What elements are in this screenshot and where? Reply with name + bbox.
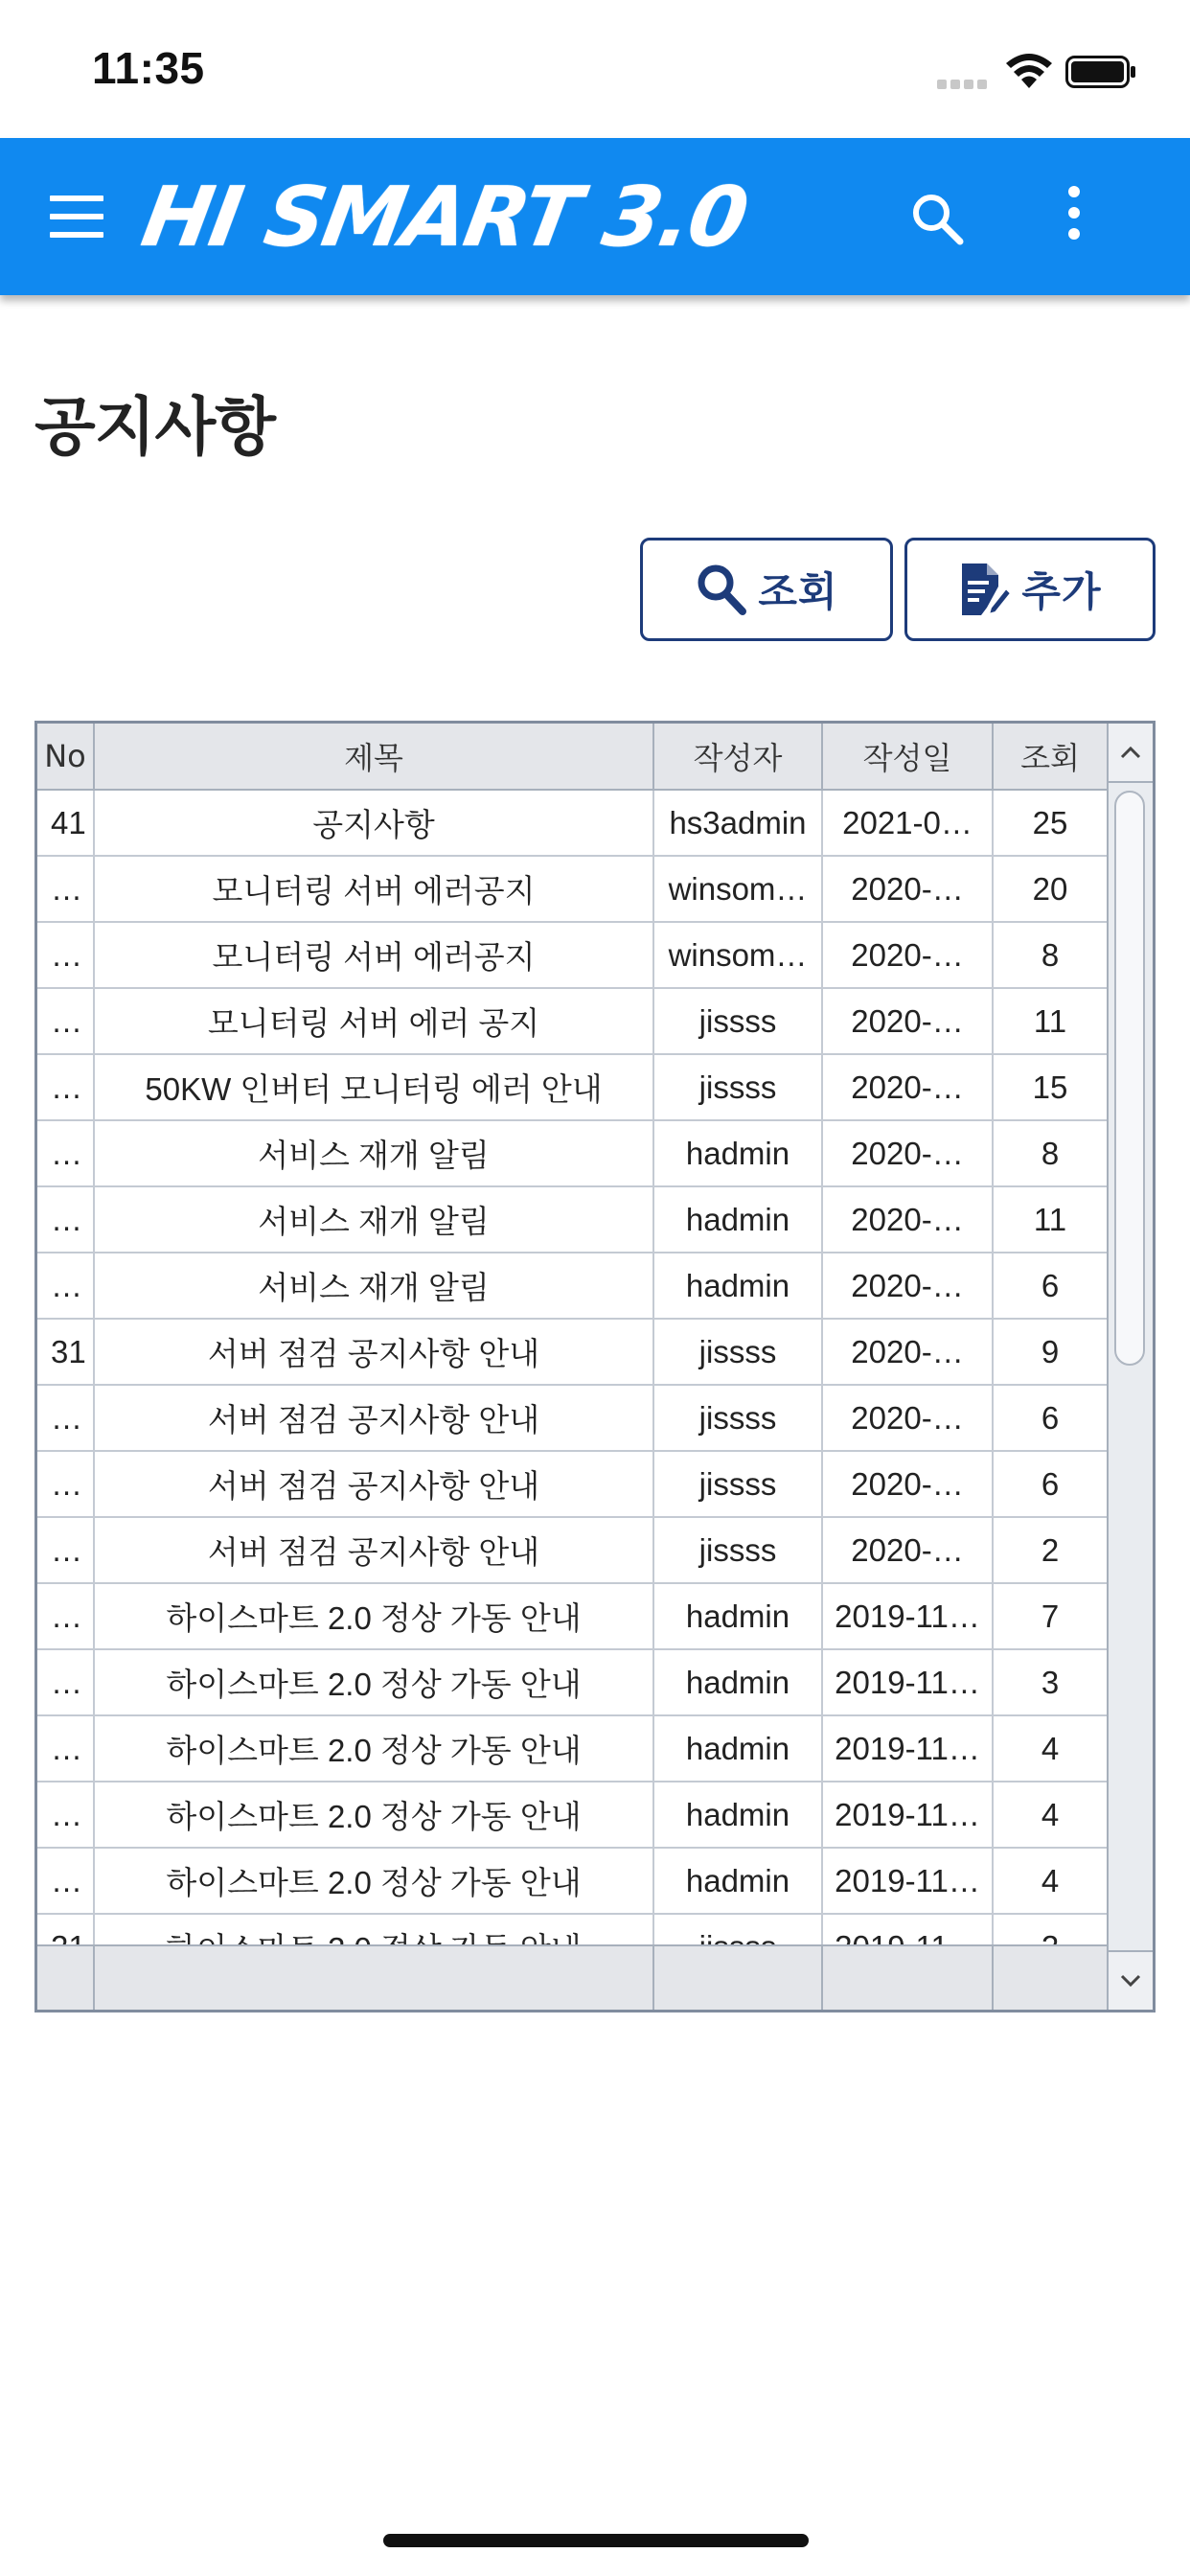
cell-no: … — [37, 1518, 95, 1582]
cell-author: hadmin — [654, 1584, 823, 1648]
cell-author: hadmin — [654, 1782, 823, 1847]
table-row[interactable] — [37, 1452, 1107, 1518]
cell-title: 하이스마트 2.0 정상 가동 안내 — [95, 1650, 654, 1714]
cell-date: 2020-… — [823, 1518, 994, 1582]
cell-no: … — [37, 1716, 95, 1781]
table-row[interactable] — [37, 857, 1107, 923]
hamburger-menu-icon[interactable] — [50, 196, 111, 240]
home-indicator — [383, 2534, 809, 2547]
column-header-author[interactable]: 작성자 — [654, 724, 823, 789]
cell-author: hadmin — [654, 1187, 823, 1252]
wifi-icon — [1004, 52, 1054, 90]
cell-views: 4 — [1041, 1862, 1060, 1898]
cell-date: 2020-… — [823, 1187, 994, 1252]
cell-views: 3 — [1041, 1664, 1060, 1700]
cell-no: … — [37, 857, 95, 921]
cell-views: 25 — [1032, 804, 1068, 840]
cell-date: 2020-… — [823, 857, 994, 921]
cell-author: jissss — [654, 1055, 823, 1119]
cell-date: 2019-11… — [823, 1716, 994, 1781]
search-button-label: 조회 — [758, 568, 838, 615]
footer-cell — [994, 1946, 1107, 2010]
cell-date: 2020-… — [823, 1386, 994, 1450]
more-vertical-icon[interactable] — [1060, 186, 1088, 247]
cell-views: 6 — [1041, 1267, 1060, 1303]
column-header-views[interactable]: 조회 — [1020, 740, 1080, 776]
cell-views: 2 — [1041, 1531, 1060, 1568]
battery-icon — [1065, 56, 1136, 88]
add-button-label: 추가 — [1021, 568, 1102, 615]
cell-date: 2020-… — [823, 1254, 994, 1318]
magnifier-icon — [695, 560, 748, 619]
footer-cell — [37, 1946, 95, 2010]
scroll-track[interactable] — [1109, 785, 1153, 1948]
app-bar — [0, 138, 1190, 295]
cell-author: winsom… — [654, 923, 823, 987]
cell-author: hadmin — [654, 1650, 823, 1714]
cell-views: 6 — [1041, 1399, 1060, 1436]
cell-title: 공지사항 — [95, 791, 654, 855]
cell-title: 하이스마트 2.0 정상 가동 안내 — [95, 1782, 654, 1847]
cell-no: … — [37, 1782, 95, 1847]
brand-logo: HI SMART 3.0 — [135, 170, 754, 265]
cell-no: … — [37, 1849, 95, 1913]
cell-no: 41 — [37, 791, 95, 855]
cell-no: … — [37, 923, 95, 987]
cellular-signal-icon — [937, 75, 991, 93]
cell-views: 6 — [1041, 1465, 1060, 1502]
cell-title: 서버 점검 공지사항 안내 — [95, 1386, 654, 1450]
cell-views: 9 — [1041, 1333, 1060, 1369]
search-icon[interactable] — [908, 190, 966, 247]
cell-date: 2021-0… — [823, 791, 994, 855]
table-row[interactable] — [37, 1716, 1107, 1782]
cell-views: 4 — [1041, 1730, 1060, 1766]
cell-title: 서비스 재개 알림 — [95, 1254, 654, 1318]
cell-no: … — [37, 1650, 95, 1714]
cell-date: 2020-… — [823, 1121, 994, 1185]
cell-author: hadmin — [654, 1849, 823, 1913]
table-row[interactable] — [37, 1187, 1107, 1254]
table-row[interactable] — [37, 1254, 1107, 1320]
footer-cell — [95, 1946, 654, 2010]
cell-author: jissss — [654, 1386, 823, 1450]
cell-title: 서비스 재개 알림 — [95, 1121, 654, 1185]
table-row[interactable] — [37, 1650, 1107, 1716]
table-row[interactable] — [37, 1584, 1107, 1650]
chevron-up-icon — [1119, 745, 1142, 760]
cell-date: 2020-… — [823, 989, 994, 1053]
cell-title: 하이스마트 2.0 정상 가동 안내 — [95, 1849, 654, 1913]
table-row[interactable] — [37, 1518, 1107, 1584]
table-row[interactable] — [37, 989, 1107, 1055]
cell-author: hadmin — [654, 1121, 823, 1185]
chevron-down-icon — [1119, 1973, 1142, 1989]
cell-date: 2019-11… — [823, 1782, 994, 1847]
table-row[interactable] — [37, 1782, 1107, 1849]
cell-no: … — [37, 989, 95, 1053]
vertical-scrollbar[interactable] — [1107, 724, 1153, 2010]
column-header-date[interactable]: 작성일 — [823, 724, 994, 789]
table-row[interactable] — [37, 791, 1107, 857]
page-title: 공지사항 — [34, 390, 276, 464]
cell-no: 31 — [37, 1320, 95, 1384]
cell-author: jissss — [654, 1518, 823, 1582]
cell-date: 2020-… — [823, 1452, 994, 1516]
cell-date: 2020-… — [823, 1320, 994, 1384]
cell-author: jissss — [654, 989, 823, 1053]
cell-views: 7 — [1041, 1598, 1060, 1634]
notice-grid — [34, 721, 1156, 2012]
cell-no: … — [37, 1452, 95, 1516]
cell-title: 하이스마트 2.0 정상 가동 안내 — [95, 1716, 654, 1781]
scroll-up-button[interactable] — [1109, 724, 1153, 783]
cell-views: 11 — [1033, 1002, 1067, 1039]
cell-author: hs3admin — [654, 791, 823, 855]
add-button[interactable] — [904, 538, 1156, 641]
column-header-no[interactable]: No — [37, 724, 95, 789]
cell-no: … — [37, 1386, 95, 1450]
table-row[interactable] — [37, 1121, 1107, 1187]
grid-body — [37, 791, 1107, 1948]
cell-author: winsom… — [654, 857, 823, 921]
cell-date: 2019-11… — [823, 1849, 994, 1913]
cell-title: 서버 점검 공지사항 안내 — [95, 1518, 654, 1582]
cell-views: 11 — [1033, 1201, 1067, 1237]
table-row[interactable] — [37, 1386, 1107, 1452]
search-button[interactable] — [640, 538, 893, 641]
cell-views: 20 — [1032, 870, 1068, 907]
grid-footer — [37, 1944, 1107, 2010]
cell-author: hadmin — [654, 1254, 823, 1318]
cell-title: 모니터링 서버 에러공지 — [95, 923, 654, 987]
cell-title: 모니터링 서버 에러 공지 — [95, 989, 654, 1053]
scroll-thumb[interactable] — [1114, 791, 1145, 1366]
cell-no: … — [37, 1055, 95, 1119]
cell-title: 하이스마트 2.0 정상 가동 안내 — [95, 1584, 654, 1648]
cell-views: 15 — [1032, 1069, 1068, 1105]
cell-author: jissss — [654, 1320, 823, 1384]
table-row[interactable] — [37, 1849, 1107, 1915]
cell-no: … — [37, 1187, 95, 1252]
cell-date: 2019-11… — [823, 1650, 994, 1714]
cell-views: 8 — [1041, 936, 1060, 973]
cell-date: 2019-11… — [823, 1584, 994, 1648]
cell-date: 2020-… — [823, 923, 994, 987]
document-edit-icon — [958, 560, 1012, 619]
cell-title: 서버 점검 공지사항 안내 — [95, 1320, 654, 1384]
cell-author: jissss — [654, 1452, 823, 1516]
scroll-down-button[interactable] — [1109, 1950, 1153, 2010]
table-row[interactable] — [37, 1055, 1107, 1121]
cell-date: 2020-… — [823, 1055, 994, 1119]
status-bar — [0, 0, 1190, 138]
cell-author: hadmin — [654, 1716, 823, 1781]
cell-views: 4 — [1041, 1796, 1060, 1832]
cell-title: 서버 점검 공지사항 안내 — [95, 1452, 654, 1516]
cell-views: 8 — [1041, 1135, 1060, 1171]
cell-title: 50KW 인버터 모니터링 에러 안내 — [95, 1055, 654, 1119]
table-row[interactable] — [37, 923, 1107, 989]
grid-header — [37, 724, 1107, 791]
table-row[interactable] — [37, 1320, 1107, 1386]
column-header-title[interactable]: 제목 — [95, 724, 654, 789]
cell-no: … — [37, 1584, 95, 1648]
cell-title: 모니터링 서버 에러공지 — [95, 857, 654, 921]
footer-cell — [823, 1946, 994, 2010]
cell-title: 서비스 재개 알림 — [95, 1187, 654, 1252]
cell-no: … — [37, 1121, 95, 1185]
cell-no: … — [37, 1254, 95, 1318]
footer-cell — [654, 1946, 823, 2010]
status-time: 11:35 — [92, 43, 205, 93]
